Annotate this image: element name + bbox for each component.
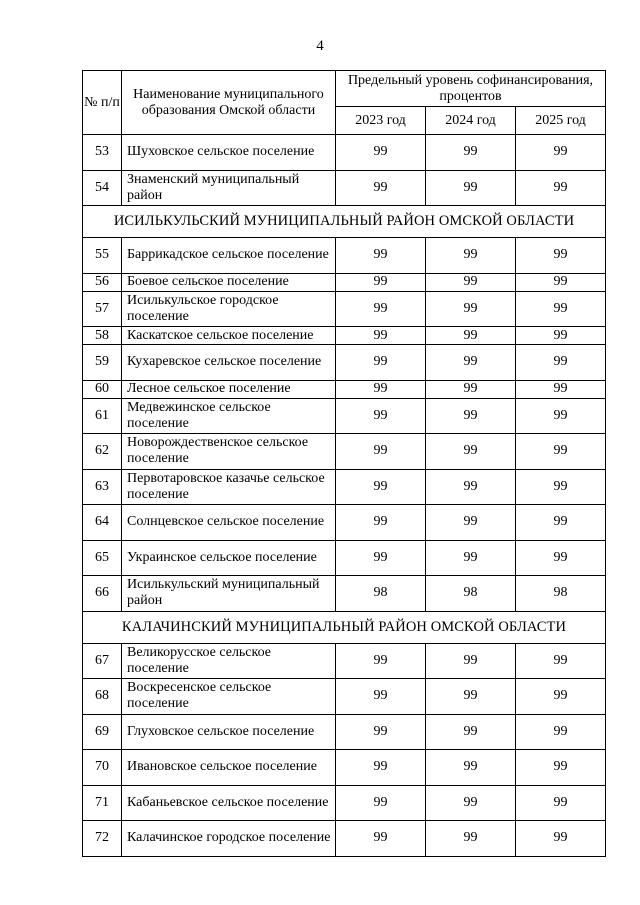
row-number: 53: [83, 135, 122, 171]
value-2025: 99: [516, 714, 606, 750]
cofinancing-table: [82, 70, 606, 857]
value-2023: 98: [336, 576, 426, 612]
row-number: 69: [83, 714, 122, 750]
row-number: 59: [83, 345, 122, 381]
value-2024: 99: [426, 345, 516, 381]
row-name: Солнцевское сельское поселение: [122, 505, 336, 541]
row-number: 67: [83, 643, 122, 679]
row-name: Ивановское сельское поселение: [122, 750, 336, 786]
value-2023: 99: [336, 643, 426, 679]
row-name: Медвежинское сельское поселение: [122, 398, 336, 434]
value-2024: 99: [426, 327, 516, 345]
table-row: [83, 540, 606, 576]
year-header-2024: 2024 год: [426, 107, 516, 135]
value-2023: 99: [336, 291, 426, 327]
value-2025: 99: [516, 327, 606, 345]
row-name: Исилькульский муниципальный район: [122, 576, 336, 612]
value-2023: 99: [336, 380, 426, 398]
value-2024: 99: [426, 273, 516, 291]
table-row: [83, 714, 606, 750]
table-row: [83, 380, 606, 398]
value-2025: 99: [516, 238, 606, 274]
row-number: 56: [83, 273, 122, 291]
table-row: [83, 785, 606, 821]
value-2024: 99: [426, 505, 516, 541]
table-row: [83, 469, 606, 505]
table-row: [83, 679, 606, 715]
section-title: ИСИЛЬКУЛЬСКИЙ МУНИЦИПАЛЬНЫЙ РАЙОН ОМСКОЙ ОБЛАСТИ: [83, 206, 606, 238]
table-row: [83, 135, 606, 171]
row-name: Кухаревское сельское поселение: [122, 345, 336, 381]
value-2023: 99: [336, 821, 426, 857]
year-header-2025: 2025 год: [516, 107, 606, 135]
section-title: КАЛАЧИНСКИЙ МУНИЦИПАЛЬНЫЙ РАЙОН ОМСКОЙ ОБЛАСТИ: [83, 611, 606, 643]
value-2025: 99: [516, 345, 606, 381]
row-name: Калачинское городское поселение: [122, 821, 336, 857]
level-header: Предельный уровень софинансирования, процентов: [336, 71, 606, 107]
value-2024: 99: [426, 785, 516, 821]
value-2025: 99: [516, 135, 606, 171]
value-2025: 99: [516, 469, 606, 505]
row-number: 57: [83, 291, 122, 327]
table-row: [83, 505, 606, 541]
row-number: 55: [83, 238, 122, 274]
value-2025: 98: [516, 576, 606, 612]
value-2023: 99: [336, 540, 426, 576]
value-2024: 99: [426, 238, 516, 274]
row-name: Знаменский муниципальный район: [122, 170, 336, 206]
row-number: 63: [83, 469, 122, 505]
value-2024: 98: [426, 576, 516, 612]
value-2024: 99: [426, 135, 516, 171]
table-row: [83, 576, 606, 612]
row-number: 71: [83, 785, 122, 821]
row-name: Боевое сельское поселение: [122, 273, 336, 291]
row-name: Баррикадское сельское поселение: [122, 238, 336, 274]
value-2025: 99: [516, 380, 606, 398]
value-2025: 99: [516, 540, 606, 576]
row-name: Лесное сельское поселение: [122, 380, 336, 398]
value-2024: 99: [426, 821, 516, 857]
value-2025: 99: [516, 750, 606, 786]
value-2024: 99: [426, 679, 516, 715]
row-name: Исилькульское городское поселение: [122, 291, 336, 327]
value-2023: 99: [336, 505, 426, 541]
value-2023: 99: [336, 170, 426, 206]
table-row: [83, 398, 606, 434]
row-number: 60: [83, 380, 122, 398]
value-2023: 99: [336, 714, 426, 750]
value-2024: 99: [426, 750, 516, 786]
value-2024: 99: [426, 434, 516, 470]
row-number: 54: [83, 170, 122, 206]
row-name: Великорусское сельское поселение: [122, 643, 336, 679]
value-2024: 99: [426, 380, 516, 398]
year-header-2023: 2023 год: [336, 107, 426, 135]
value-2023: 99: [336, 785, 426, 821]
page-number: 4: [316, 38, 324, 54]
value-2023: 99: [336, 273, 426, 291]
value-2025: 99: [516, 291, 606, 327]
value-2023: 99: [336, 434, 426, 470]
value-2023: 99: [336, 135, 426, 171]
table-row: [83, 170, 606, 206]
table-row: [83, 434, 606, 470]
value-2023: 99: [336, 750, 426, 786]
table-row: [83, 327, 606, 345]
value-2024: 99: [426, 714, 516, 750]
name-header: Наименование муниципального образования Омской области: [122, 71, 336, 135]
table-row: [83, 273, 606, 291]
value-2025: 99: [516, 679, 606, 715]
table-row: [83, 643, 606, 679]
value-2024: 99: [426, 291, 516, 327]
table-body: [83, 135, 606, 857]
value-2023: 99: [336, 679, 426, 715]
table-row: [83, 821, 606, 857]
value-2024: 99: [426, 170, 516, 206]
value-2024: 99: [426, 540, 516, 576]
value-2025: 99: [516, 643, 606, 679]
value-2025: 99: [516, 821, 606, 857]
row-number: 68: [83, 679, 122, 715]
row-name: Каскатское сельское поселение: [122, 327, 336, 345]
row-number: 62: [83, 434, 122, 470]
value-2024: 99: [426, 469, 516, 505]
row-name: Украинское сельское поселение: [122, 540, 336, 576]
table-row: [83, 750, 606, 786]
row-number: 70: [83, 750, 122, 786]
section-row: [83, 206, 606, 238]
table-row: [83, 291, 606, 327]
row-number: 66: [83, 576, 122, 612]
row-number: 64: [83, 505, 122, 541]
value-2025: 99: [516, 434, 606, 470]
row-number: 61: [83, 398, 122, 434]
value-2024: 99: [426, 398, 516, 434]
section-row: [83, 611, 606, 643]
value-2024: 99: [426, 643, 516, 679]
value-2023: 99: [336, 238, 426, 274]
value-2023: 99: [336, 345, 426, 381]
value-2023: 99: [336, 398, 426, 434]
row-name: Кабаньевское сельское поселение: [122, 785, 336, 821]
row-name: Первотаровское казачье сельское поселение: [122, 469, 336, 505]
value-2023: 99: [336, 469, 426, 505]
row-name: Воскресенское сельское поселение: [122, 679, 336, 715]
row-number: 65: [83, 540, 122, 576]
row-name: Новорождественское сельское поселение: [122, 434, 336, 470]
table-row: [83, 238, 606, 274]
row-name: Шуховское сельское поселение: [122, 135, 336, 171]
row-name: Глуховское сельское поселение: [122, 714, 336, 750]
row-number: 72: [83, 821, 122, 857]
num-header: № п/п: [83, 71, 122, 135]
value-2025: 99: [516, 398, 606, 434]
table-row: [83, 345, 606, 381]
value-2025: 99: [516, 170, 606, 206]
table-header: [83, 71, 606, 135]
value-2025: 99: [516, 505, 606, 541]
value-2025: 99: [516, 273, 606, 291]
value-2023: 99: [336, 327, 426, 345]
row-number: 58: [83, 327, 122, 345]
value-2025: 99: [516, 785, 606, 821]
